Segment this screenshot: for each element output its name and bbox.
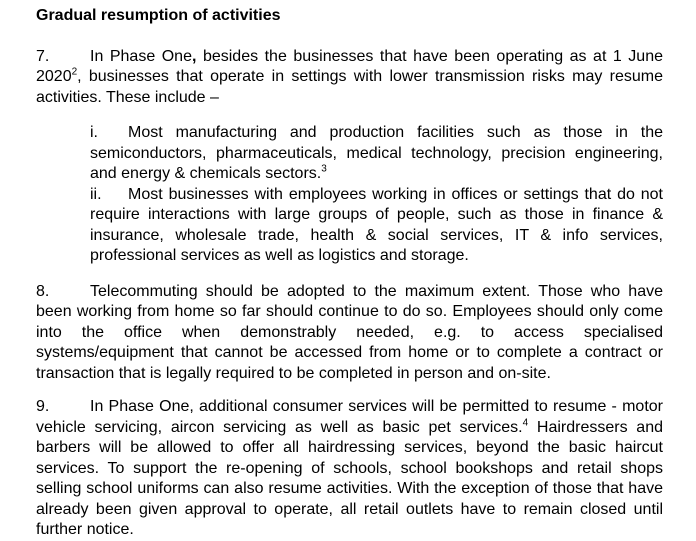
sub-item-i-marker: i. [90,124,98,141]
sub-item-i [90,123,663,185]
sub-item-ii-marker: ii. [90,185,102,203]
footnote-ref-4: 4 [522,417,529,429]
footnote-ref-3: 3 [321,163,327,175]
paragraph-7 [36,47,663,109]
paragraph-8 [36,282,663,385]
sub-item-list [90,123,663,267]
document-title: Gradual resumption of activities [36,7,281,24]
paragraph-8-text: Telecommuting should be adopted to the maximum extent. Those who have been working from home so far should continue to do so. Employees should only come into the office when demonstrably needed, e.g. to access specialised systems/equipment that cannot be accessed from home or to complete a contract or transaction that is legally required to be completed in person and on-site. [36,282,663,382]
paragraph-9-text-before-footnote: In Phase One, additional consumer services will be permitted to resume - motor vehicle servicing, aircon servicing as well as basic pet services. [36,398,663,436]
sub-item-ii-text: Most businesses with employees working in offices or settings that do not require interactions with large groups of people, such as those in finance & insurance, wholesale trade, health & social services, IT & info services, professional services as well as logistics and storage. [90,185,663,264]
paragraph-7-text-start: In Phase One [90,47,192,65]
paragraph-9-number: 9. [36,398,50,415]
paragraph-7-number: 7. [36,47,50,65]
paragraph-7-text-mid: besides the businesses that have been operating as at 1 June 2020 [36,47,664,85]
sub-item-i-text: Most manufacturing and production facilities such as those in the semiconductors, pharmaceuticals, medical technology, precision engineering, and energy & chemicals sectors. [90,124,663,182]
paragraph-9-text-after-footnote: Hairdressers and barbers will be allowed to offer all hairdressing services, beyond the basic haircut services. To support the re-opening of schools, school bookshops and retail shops selling school uniforms can also resume activities. With the exception of those that have already been given approval to operate, all retail outlets have to remain closed until further notice. [36,418,663,538]
paragraph-9 [36,397,663,541]
paragraph-7-text-end: , businesses that operate in settings with lower transmission risks may resume activities. These include – [36,68,663,106]
paragraph-8-number: 8. [36,282,50,300]
footnote-ref-2: 2 [71,66,78,78]
paragraph-7-bold-comma: , [191,47,197,65]
sub-item-ii [90,185,663,267]
